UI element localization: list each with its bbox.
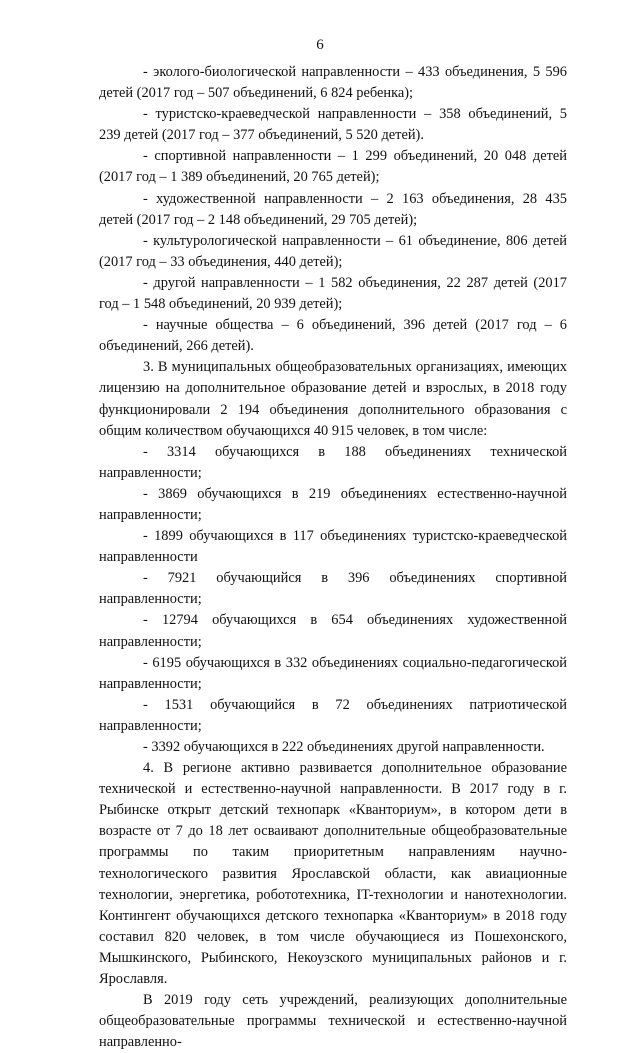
paragraph: - научные общества – 6 объединений, 396 детей (2017 год – 6 объединений, 266 детей). xyxy=(99,317,567,355)
document-body xyxy=(99,62,567,1053)
paragraph: - 3392 обучающихся в 222 объединениях другой направленности. xyxy=(143,739,545,755)
paragraph: - 3869 обучающихся в 219 объединениях естественно-научной направленности; xyxy=(99,485,567,523)
paragraph: - культурологической направленности – 61 объединение, 806 детей (2017 год – 33 объединения, 440 детей); xyxy=(99,232,567,270)
page-number: 6 xyxy=(316,37,324,53)
paragraph: - 1899 обучающихся в 117 объединениях туристско-краеведческой направленности xyxy=(99,528,567,566)
paragraph: - 3314 обучающихся в 188 объединениях технической направленности; xyxy=(99,443,567,481)
paragraph: - художественной направленности – 2 163 объединения, 28 435 детей (2017 год – 2 148 объединений, 29 705 детей); xyxy=(99,190,567,228)
paragraph: 4. В регионе активно развивается дополнительное образование технической и естественно-научной направленности. В 2017 году в г. Рыбинске открыт детский технопарк «Кванториум», в котором дети в возрасте от 7 до 18 лет осваивают дополнительные общеобразовательные программы по таким приоритетным направлениям научно-технологического развития Ярославской области, как авиационные технологии, энергетика, робототехника, IT-технологии и нанотехнологии. Контингент обучающихся детского технопарка «Кванториум» в 2018 году составил 820 человек, в том числе обучающиеся из Пошехонского, Мышкинского, Рыбинского, Некоузского муниципальных районов и г. Ярославля. xyxy=(99,760,567,988)
paragraph: - эколого-биологической направленности – 433 объединения, 5 596 детей (2017 год – 507 объединений, 6 824 ребенка); xyxy=(99,64,567,102)
paragraph: - 12794 обучающихся в 654 объединениях художественной направленности; xyxy=(99,612,567,650)
paragraph: 3. В муниципальных общеобразовательных организациях, имеющих лицензию на дополнительное образование детей и взрослых, в 2018 году функционировали 2 194 объединения дополнительного образования с общим количеством обучающихся 40 915 человек, в том числе: xyxy=(99,359,567,439)
paragraph: - 6195 обучающихся в 332 объединениях социально-педагогической направленности; xyxy=(99,654,567,692)
paragraph: - туристско-краеведческой направленности – 358 объединений, 5 239 детей (2017 год – 377 объединений, 5 520 детей). xyxy=(99,106,567,144)
paragraph: - 1531 обучающийся в 72 объединениях патриотической направленности; xyxy=(99,696,567,734)
paragraph: - 7921 обучающийся в 396 объединениях спортивной направленности; xyxy=(99,570,567,608)
paragraph: - другой направленности – 1 582 объединения, 22 287 детей (2017 год – 1 548 объединений, 20 939 детей); xyxy=(99,274,567,313)
paragraph: - спортивной направленности – 1 299 объединений, 20 048 детей (2017 год – 1 389 объединений, 20 765 детей); xyxy=(99,148,567,186)
paragraph: В 2019 году сеть учреждений, реализующих дополнительные общеобразовательные программы технической и естественно-научной направленно- xyxy=(99,992,567,1051)
